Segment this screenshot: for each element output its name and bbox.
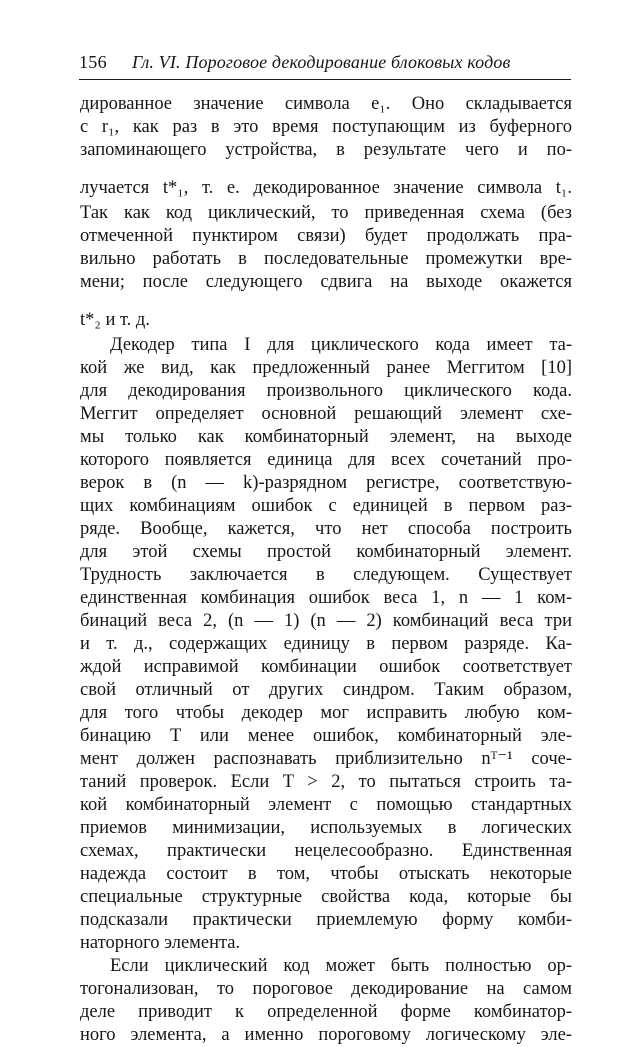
text-line: для того чтобы декодер мог исправить любую ком- <box>80 703 572 723</box>
page-number: 156 <box>79 52 107 72</box>
text-line: для этой схемы простой комбинаторный элемент. <box>80 542 572 562</box>
text-line: таний проверок. Если T > 2, то пытаться строить та- <box>80 772 572 792</box>
text-line: для декодирования произвольного циклического кода. <box>80 381 572 401</box>
text-line: с r₁, как раз в это время поступающим из буферного <box>80 117 572 137</box>
text-line: надежда состоит в том, чтобы отыскать некоторые <box>80 864 572 884</box>
text-line: свой отличный от других синдром. Таким образом, <box>80 680 572 700</box>
text-line: приемов минимизации, используемых в логических <box>80 818 572 838</box>
text-line: бинацию T или менее ошибок, комбинаторный эле- <box>80 726 572 746</box>
body-text <box>80 93 572 1047</box>
text-line: единственная комбинация ошибок веса 1, n — 1 ком- <box>80 588 572 608</box>
page-header <box>79 50 571 76</box>
text-line: наторного элемента. <box>80 933 241 953</box>
text-line: Меггит определяет основной решающий элемент схе- <box>80 404 572 424</box>
text-line: ряде. Вообще, кажется, что нет способа построить <box>80 519 572 539</box>
text-line: бинаций веса 2, (n — 1) (n — 2) комбинаций веса три <box>80 611 572 631</box>
text-line: специальные структурные свойства кода, которые бы <box>80 887 572 907</box>
text-line: мент должен распознавать приблизительно nᵀ⁻¹ соче- <box>80 749 572 769</box>
text-line: ного элемента, а именно пороговому логическому эле- <box>80 1025 572 1045</box>
text-line: отмеченной пунктиром связи) будет продолжать пра- <box>80 226 572 246</box>
text-line: деле приводит к определенной форме комбинатор- <box>80 1002 572 1022</box>
text-line: t*₂ и т. д. <box>80 310 150 330</box>
text-line: Трудность заключается в следующем. Существует <box>80 565 572 585</box>
text-line: лучается t*₁, т. е. декодированное значение символа t₁. <box>80 178 572 198</box>
text-line: мени; после следующего сдвига на выходе окажется <box>80 272 572 292</box>
paragraph-first-line: Если циклический код может быть полностью ор- <box>110 956 572 976</box>
text-line: ждой исправимой комбинации ошибок соответствует <box>80 657 572 677</box>
text-line: тогонализован, то пороговое декодирование на самом <box>80 979 572 999</box>
running-title: Гл. VI. Пороговое декодирование блоковых кодов <box>132 52 511 72</box>
text-line: вильно работать в последовательные промежутки вре- <box>80 249 572 269</box>
text-line: подсказали практически приемлемую форму комби- <box>80 910 572 930</box>
header-rule <box>79 79 571 80</box>
text-line: мы только как комбинаторный элемент, на выходе <box>80 427 572 447</box>
text-line: щих комбинациям ошибок с единицей в первом раз- <box>80 496 572 516</box>
text-line: верок в (n — k)-разрядном регистре, соответствую- <box>80 473 572 493</box>
text-line: Так как код циклический, то приведенная схема (без <box>80 203 572 223</box>
text-line: и т. д., содержащих единицу в первом разряде. Ка- <box>80 634 572 654</box>
text-line: схемах, практически нецелесообразно. Единственная <box>80 841 572 861</box>
paragraph-first-line: Декодер типа I для циклического кода имеет та- <box>110 335 572 355</box>
text-line: кой комбинаторный элемент с помощью стандартных <box>80 795 572 815</box>
text-line: которого появляется единица для всех сочетаний про- <box>80 450 572 470</box>
text-line: запоминающего устройства, в результате чего и по- <box>80 140 572 160</box>
text-line: кой же вид, как предложенный ранее Меггитом [10] <box>80 358 572 378</box>
text-line: дированное значение символа e₁. Оно складывается <box>80 94 572 114</box>
